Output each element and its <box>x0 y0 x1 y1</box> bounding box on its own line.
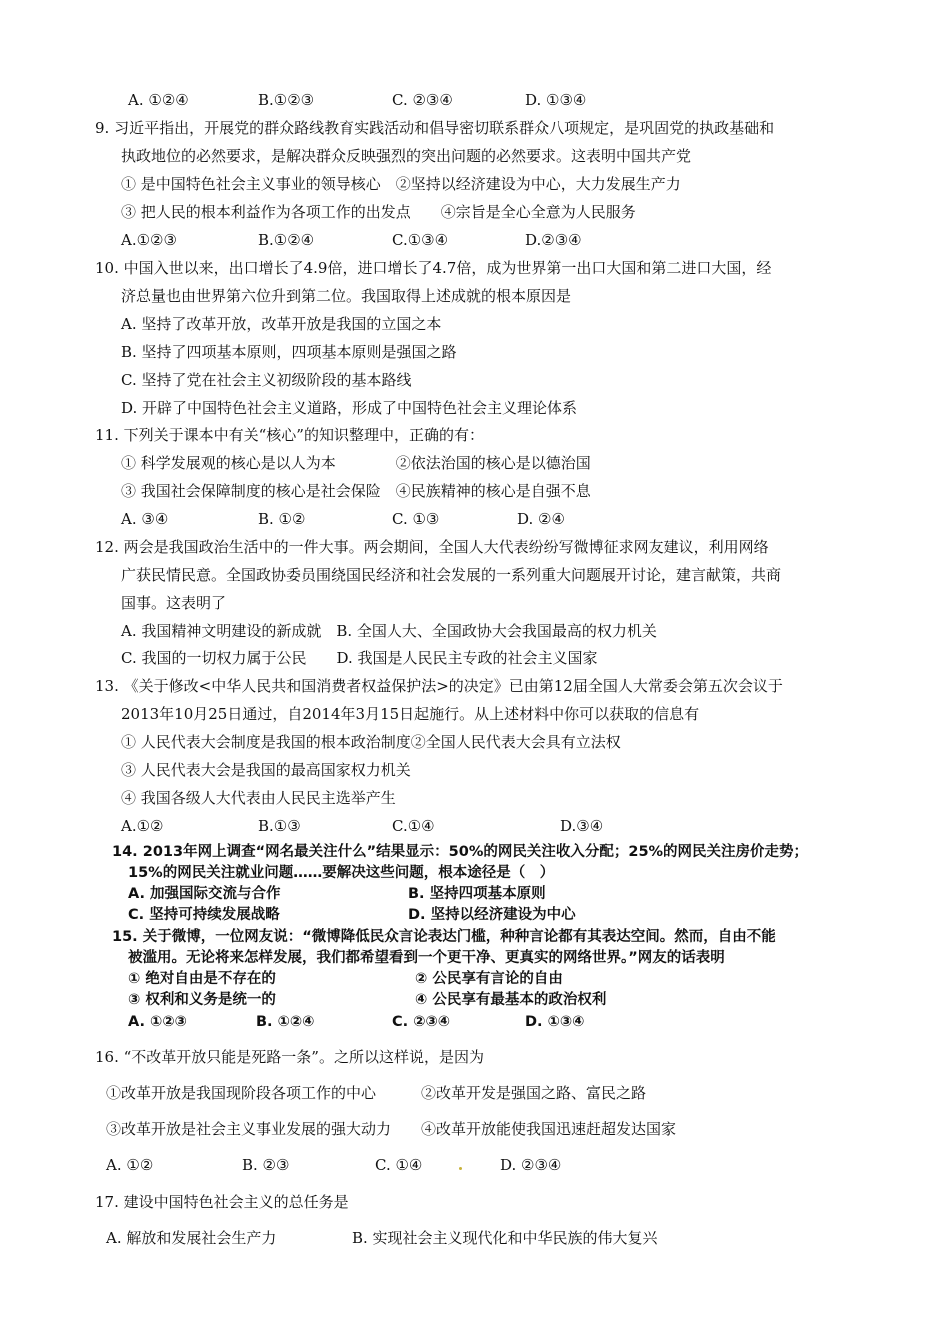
q9-stem-cont: 执政地位的必然要求，是解决群众反映强烈的突出问题的必然要求。这表明中国共产党 <box>121 147 692 165</box>
q16-statements-34: ③改革开放是社会主义事业发展的强大动力 ④改革开放能使我国迅速赶超发达国家 <box>106 1120 677 1138</box>
q15-statement-4: ④ 公民享有最基本的政治权利 <box>415 992 607 1008</box>
q8-option-d: D. ①③④ <box>525 91 587 109</box>
q15-stem: 15. 关于微博，一位网友说：“微博降低民众言论表达门槛，种种言论都有其表达空间。然而，自由不能 <box>112 929 776 945</box>
q9-option-c: C.①③④ <box>392 231 449 249</box>
q14-option-d: D. 坚持以经济建设为中心 <box>408 907 576 923</box>
speck-mark <box>459 1167 462 1170</box>
q13-option-d: D.③④ <box>560 817 604 835</box>
q15-statement-1: ① 绝对自由是不存在的 <box>128 971 276 987</box>
q8-option-c: C. ②③④ <box>392 91 453 109</box>
q11-stem: 11. 下列关于课本中有关“核心”的知识整理中，正确的有： <box>95 426 484 444</box>
q11-statement-2: ③ 我国社会保障制度的核心是社会保险 ④民族精神的核心是自强不息 <box>121 482 591 500</box>
q16-option-c: C. ①④ <box>375 1156 423 1174</box>
q16-statements-12: ①改革开放是我国现阶段各项工作的中心 ②改革开发是强国之路、富民之路 <box>106 1084 647 1102</box>
q10-option-c: C. 坚持了党在社会主义初级阶段的基本路线 <box>121 371 412 389</box>
q15-option-a: A. ①②③ <box>128 1014 187 1030</box>
q17-option-b: B. 实现社会主义现代化和中华民族的伟大复兴 <box>352 1229 658 1247</box>
q13-option-b: B.①③ <box>258 817 301 835</box>
q12-stem-cont-2: 国事。这表明了 <box>121 594 227 612</box>
q9-option-a: A.①②③ <box>121 231 177 249</box>
q14-option-c: C. 坚持可持续发展战略 <box>128 907 280 923</box>
q15-option-c: C. ②③④ <box>392 1014 451 1030</box>
q16-option-a: A. ①② <box>106 1156 154 1174</box>
q10-stem: 10. 中国入世以来，出口增长了4.9倍，进口增长了4.7倍，成为世界第一出口大国和第二进口大国，经 <box>95 259 772 277</box>
q8-option-a: A. ①②④ <box>128 91 189 109</box>
q10-option-d: D. 开辟了中国特色社会主义道路，形成了中国特色社会主义理论体系 <box>121 399 578 417</box>
q15-stem-cont: 被滥用。无论将来怎样发展，我们都希望看到一个更干净、更真实的网络世界。”网友的话表明 <box>128 950 725 966</box>
q15-statement-2: ② 公民享有言论的自由 <box>415 971 563 987</box>
q11-option-b: B. ①② <box>258 510 306 528</box>
q11-statement-1: ① 科学发展观的核心是以人为本 ②依法治国的核心是以德治国 <box>121 454 591 472</box>
q16-option-b: B. ②③ <box>242 1156 290 1174</box>
q9-option-d: D.②③④ <box>525 231 582 249</box>
q17-stem: 17. 建设中国特色社会主义的总任务是 <box>95 1193 349 1211</box>
q13-statement-3: ④ 我国各级人大代表由人民民主选举产生 <box>121 789 396 807</box>
q15-option-b: B. ①②④ <box>256 1014 315 1030</box>
q10-option-b: B. 坚持了四项基本原则，四项基本原则是强国之路 <box>121 343 457 361</box>
q14-option-b: B. 坚持四项基本原则 <box>408 886 546 902</box>
q12-stem-cont-1: 广获民情民意。全国政协委员围绕国民经济和社会发展的一系列重大问题展开讨论，建言献策，共商 <box>121 566 782 584</box>
q10-stem-cont: 济总量也由世界第六位升到第二位。我国取得上述成就的根本原因是 <box>121 287 572 305</box>
q16-option-d: D. ②③④ <box>500 1156 562 1174</box>
q10-option-a: A. 坚持了改革开放，改革开放是我国的立国之本 <box>121 315 442 333</box>
q13-statement-1: ① 人民代表大会制度是我国的根本政治制度②全国人民代表大会具有立法权 <box>121 733 621 751</box>
q13-option-c: C.①④ <box>392 817 435 835</box>
q13-stem: 13. 《关于修改<中华人民共和国消费者权益保护法>的决定》已由第12届全国人大常委会第五次会议于 <box>95 677 783 695</box>
q12-stem: 12. 两会是我国政治生活中的一件大事。两会期间，全国人大代表纷纷写微博征求网友建议，利用网络 <box>95 538 769 556</box>
q9-statement-2: ③ 把人民的根本利益作为各项工作的出发点 ④宗旨是全心全意为人民服务 <box>121 203 636 221</box>
q9-stem: 9. 习近平指出，开展党的群众路线教育实践活动和倡导密切联系群众八项规定，是巩固党的执政基础和 <box>95 119 775 137</box>
q13-stem-cont: 2013年10月25日通过，自2014年3月15日起施行。从上述材料中你可以获取的信息有 <box>121 705 700 723</box>
q15-statement-3: ③ 权利和义务是统一的 <box>128 992 276 1008</box>
q9-option-b: B.①②④ <box>258 231 315 249</box>
q14-option-a: A. 加强国际交流与合作 <box>128 886 281 902</box>
q11-option-c: C. ①③ <box>392 510 440 528</box>
q13-statement-2: ③ 人民代表大会是我国的最高国家权力机关 <box>121 761 411 779</box>
q8-option-b: B.①②③ <box>258 91 315 109</box>
q14-stem: 14. 2013年网上调查“网名最关注什么”结果显示：50%的网民关注收入分配；25%的网民关注房价走势； <box>112 844 809 860</box>
q15-option-d: D. ①③④ <box>525 1014 585 1030</box>
q16-stem: 16. “不改革开放只能是死路一条”。之所以这样说，是因为 <box>95 1048 484 1066</box>
q13-option-a: A.①② <box>121 817 164 835</box>
q14-stem-cont: 15%的网民关注就业问题……要解决这些问题，根本途径是（ ） <box>128 865 555 881</box>
q11-option-d: D. ②④ <box>517 510 565 528</box>
q17-option-a: A. 解放和发展社会生产力 <box>106 1229 277 1247</box>
q12-options-ab: A. 我国精神文明建设的新成就 B. 全国人大、全国政协大会我国最高的权力机关 <box>121 622 657 640</box>
q11-option-a: A. ③④ <box>121 510 169 528</box>
q9-statement-1: ① 是中国特色社会主义事业的领导核心 ②坚持以经济建设为中心，大力发展生产力 <box>121 175 681 193</box>
q12-options-cd: C. 我国的一切权力属于公民 D. 我国是人民民主专政的社会主义国家 <box>121 649 598 667</box>
